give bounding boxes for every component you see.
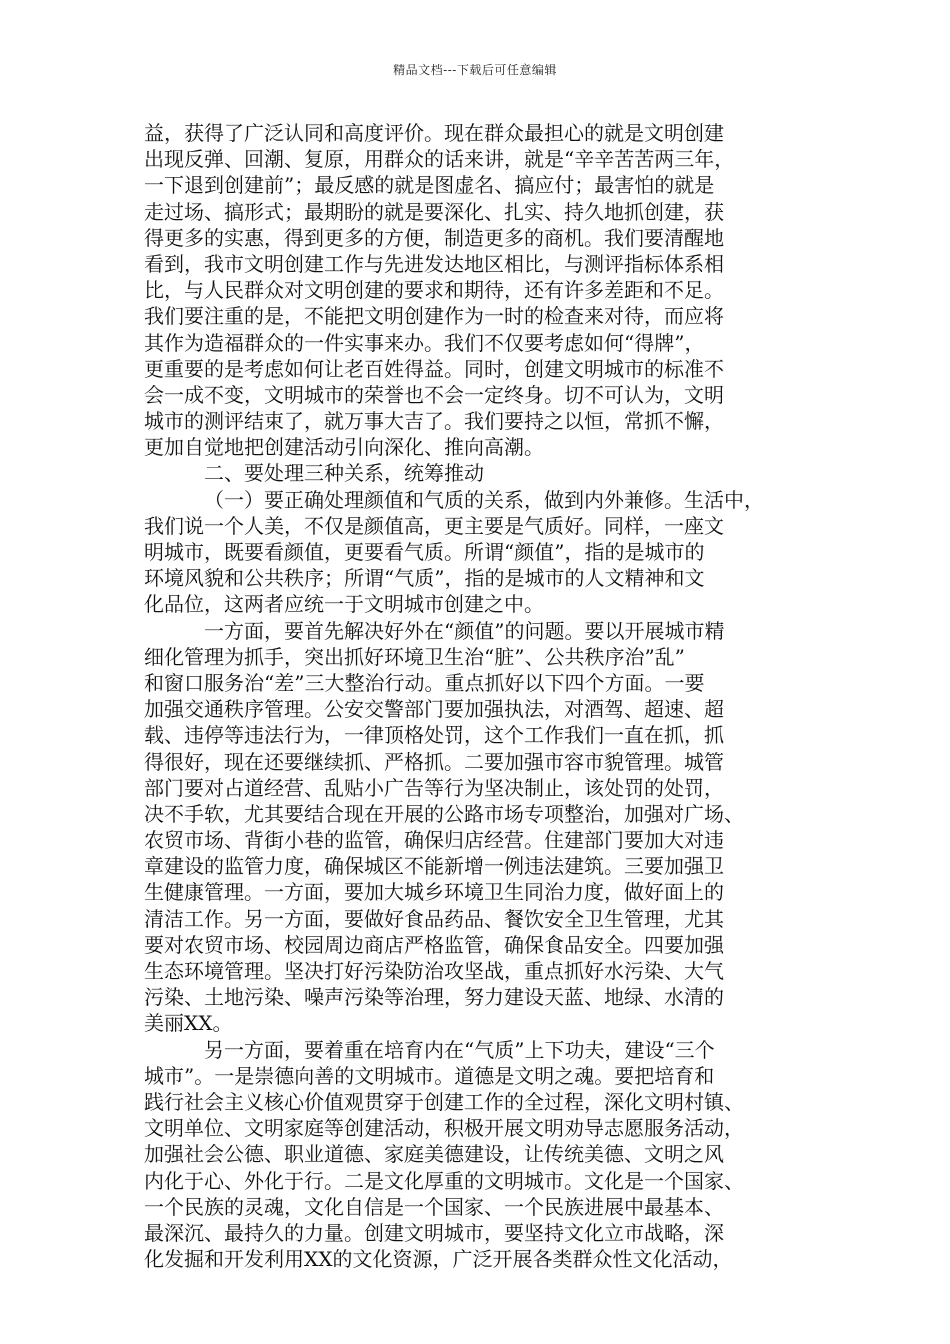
text-line: 和窗口服务治“差”三大整治行动。重点抓好以下四个方面。一要	[144, 670, 705, 695]
text-line: 污染、土地污染、噪声污染等治理，努力建设天蓝、地绿、水清的	[144, 985, 724, 1010]
text-line: 一个民族的灵魂，文化自信是一个国家、一个民族进展中最基本、	[144, 1194, 724, 1219]
text-line: 章建设的监管力度，确保城区不能新增一例违法建筑。三要加强卫	[144, 854, 724, 879]
text-line: 益，获得了广泛认同和高度评价。现在群众最担心的就是文明创建	[144, 121, 724, 145]
document-body	[144, 120, 812, 1272]
text-line: 最深沉、最持久的力量。创建文明城市，要坚持文化立市战略，深	[144, 1220, 724, 1245]
text-line: 化品位，这两者应统一于文明城市创建之中。	[144, 592, 544, 617]
paragraph-first-line: 另一方面，要着重在培育内在“气质”上下功夫，建设“三个	[204, 1037, 715, 1062]
paragraph-first-line: 一方面，要首先解决好外在“颜值”的问题。要以开展城市精	[204, 618, 725, 643]
text-line: 出现反弹、回潮、复原，用群众的话来讲，就是“辛辛苦苦两三年，	[144, 147, 735, 172]
text-line: 环境风貌和公共秩序；所谓“气质”，指的是城市的人文精神和文	[144, 566, 705, 591]
text-line: 内化于心、外化于行。二是文化厚重的文明城市。文化是一个国家、	[144, 1168, 744, 1193]
text-line: 农贸市场、背街小巷的监管，确保归店经营。住建部门要加大对违	[144, 828, 724, 853]
text-line: 生健康管理。一方面，要加大城乡环境卫生同治力度，做好面上的	[144, 880, 724, 905]
text-line: 我们说一个人美，不仅是颜值高，更主要是气质好。同样，一座文	[144, 513, 724, 538]
text-line: 更加自觉地把创建活动引向深化、推向高潮。	[144, 435, 544, 460]
text-line: 更重要的是考虑如何让老百姓得益。同时，创建文明城市的标准不	[144, 356, 724, 381]
paragraph-first-line: （一）要正确处理颜值和气质的关系，做到内外兼修。生活中，	[204, 487, 764, 512]
text-line: 明城市，既要看颜值，更要看气质。所谓“颜值”，指的是城市的	[144, 540, 705, 564]
text-line: 得很好，现在还要继续抓、严格抓。二要加强市容市貌管理。城管	[144, 749, 724, 774]
text-line: 加强交通秩序管理。公安交警部门要加强执法，对酒驾、超速、超	[144, 697, 724, 722]
text-line: 载、违停等违法行为，一律顶格处罚，这个工作我们一直在抓，抓	[144, 723, 724, 748]
text-line: 践行社会主义核心价值观贯穿于创建工作的全过程，深化文明村镇、	[144, 1089, 744, 1114]
text-line: 细化管理为抓手，突出抓好环境卫生治“脏”、公共秩序治”乱”	[144, 644, 685, 669]
text-line: 清洁工作。另一方面，要做好食品药品、餐饮安全卫生管理，尤其	[144, 906, 724, 931]
text-line: 看到，我市文明创建工作与先进发达地区相比，与测评指标体系相	[144, 251, 724, 276]
text-line: 走过场、搞形式；最期盼的就是要深化、扎实、持久地抓创建，获	[144, 199, 724, 224]
text-line: 部门要对占道经营、乱贴小广告等行为坚决制止，该处罚的处罚，	[144, 775, 724, 800]
text-line: 决不手软，尤其要结合现在开展的公路市场专项整治，加强对广场、	[144, 801, 744, 826]
text-line: 其作为造福群众的一件实事来办。我们不仅要考虑如何“得牌”，	[144, 330, 705, 355]
text-line: 城市”。一是崇德向善的文明城市。道德是文明之魂。要把培育和	[144, 1063, 715, 1088]
text-line: 加强社会公德、职业道德、家庭美德建设，让传统美德、文明之风	[144, 1142, 724, 1167]
text-line: 一下退到创建前”；最反感的就是图虚名、搞应付；最害怕的就是	[144, 173, 715, 198]
text-line: 会一成不变，文明城市的荣誉也不会一定终身。切不可认为，文明	[144, 382, 724, 407]
text-line: 得更多的实惠，得到更多的方便，制造更多的商机。我们要清醒地	[144, 225, 724, 250]
text-line: 化发掘和开发利用XX的文化资源，广泛开展各类群众性文化活动，	[144, 1247, 733, 1272]
page-header: 精品文档---下载后可任意编辑	[393, 63, 557, 77]
text-line: 我们要注重的是，不能把文明创建作为一时的检查来对待，而应将	[144, 304, 724, 329]
text-line: 文明单位、文明家庭等创建活动，积极开展文明劝导志愿服务活动，	[144, 1116, 744, 1141]
text-line: 要对农贸市场、校园周边商店严格监管，确保食品安全。四要加强	[144, 932, 724, 957]
paragraph-first-line: 二、要处理三种关系，统筹推动	[204, 461, 484, 486]
text-line: 城市的测评结束了，就万事大吉了。我们要持之以恒，常抓不懈，	[144, 409, 724, 434]
text-line: 比，与人民群众对文明创建的要求和期待，还有许多差距和不足。	[144, 278, 724, 303]
text-line: 美丽XX。	[144, 1011, 233, 1036]
text-line: 生态环境管理。坚决打好污染防治攻坚战，重点抓好水污染、大气	[144, 959, 724, 983]
